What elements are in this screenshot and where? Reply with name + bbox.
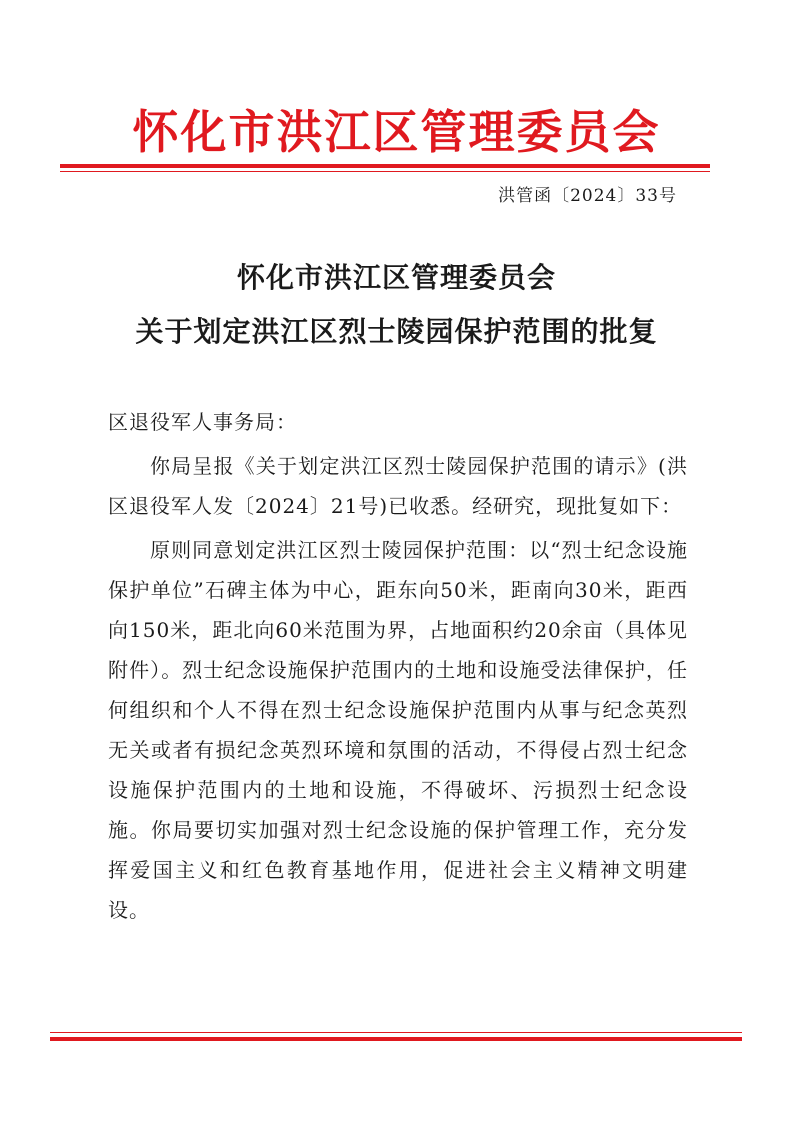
body-paragraph-2: 原则同意划定洪江区烈士陵园保护范围：以“烈士纪念设施保护单位”石碑主体为中心，距东向50米，距南向30米，距西向150米，距北向60米范围为界，占地面积约20余亩（具体见附件）。烈士纪念设施保护范围内的土地和设施受法律保护，任何组织和个人不得在烈士纪念设施保护范围内从事与纪念英烈无关或者有损纪念英烈环境和氛围的活动，不得侵占烈士纪念设施保护范围内的土地和设施，不得破坏、污损烈士纪念设施。你局要切实加强对烈士纪念设施的保护管理工作，充分发挥爱国主义和红色教育基地作用，促进社会主义精神文明建设。	[108, 538, 688, 922]
footer-red-rule-thick	[50, 1037, 742, 1041]
document-title-line1: 怀化市洪江区管理委员会	[236, 261, 556, 294]
footer-red-rule-thin	[50, 1032, 742, 1033]
body-paragraph-1: 你局呈报《关于划定洪江区烈士陵园保护范围的请示》(洪区退役军人发〔2024〕21号)已收悉。经研究，现批复如下：	[108, 454, 688, 518]
header-red-rule-thick	[60, 164, 710, 168]
salutation: 区退役军人事务局：	[108, 410, 297, 434]
document-number: 洪管函〔2024〕33号	[498, 186, 677, 206]
header-red-rule-thin	[60, 171, 710, 172]
issuing-organization-header: 怀化市洪江区管理委员会	[132, 105, 661, 159]
document-title-line2: 关于划定洪江区烈士陵园保护范围的批复	[135, 315, 658, 348]
